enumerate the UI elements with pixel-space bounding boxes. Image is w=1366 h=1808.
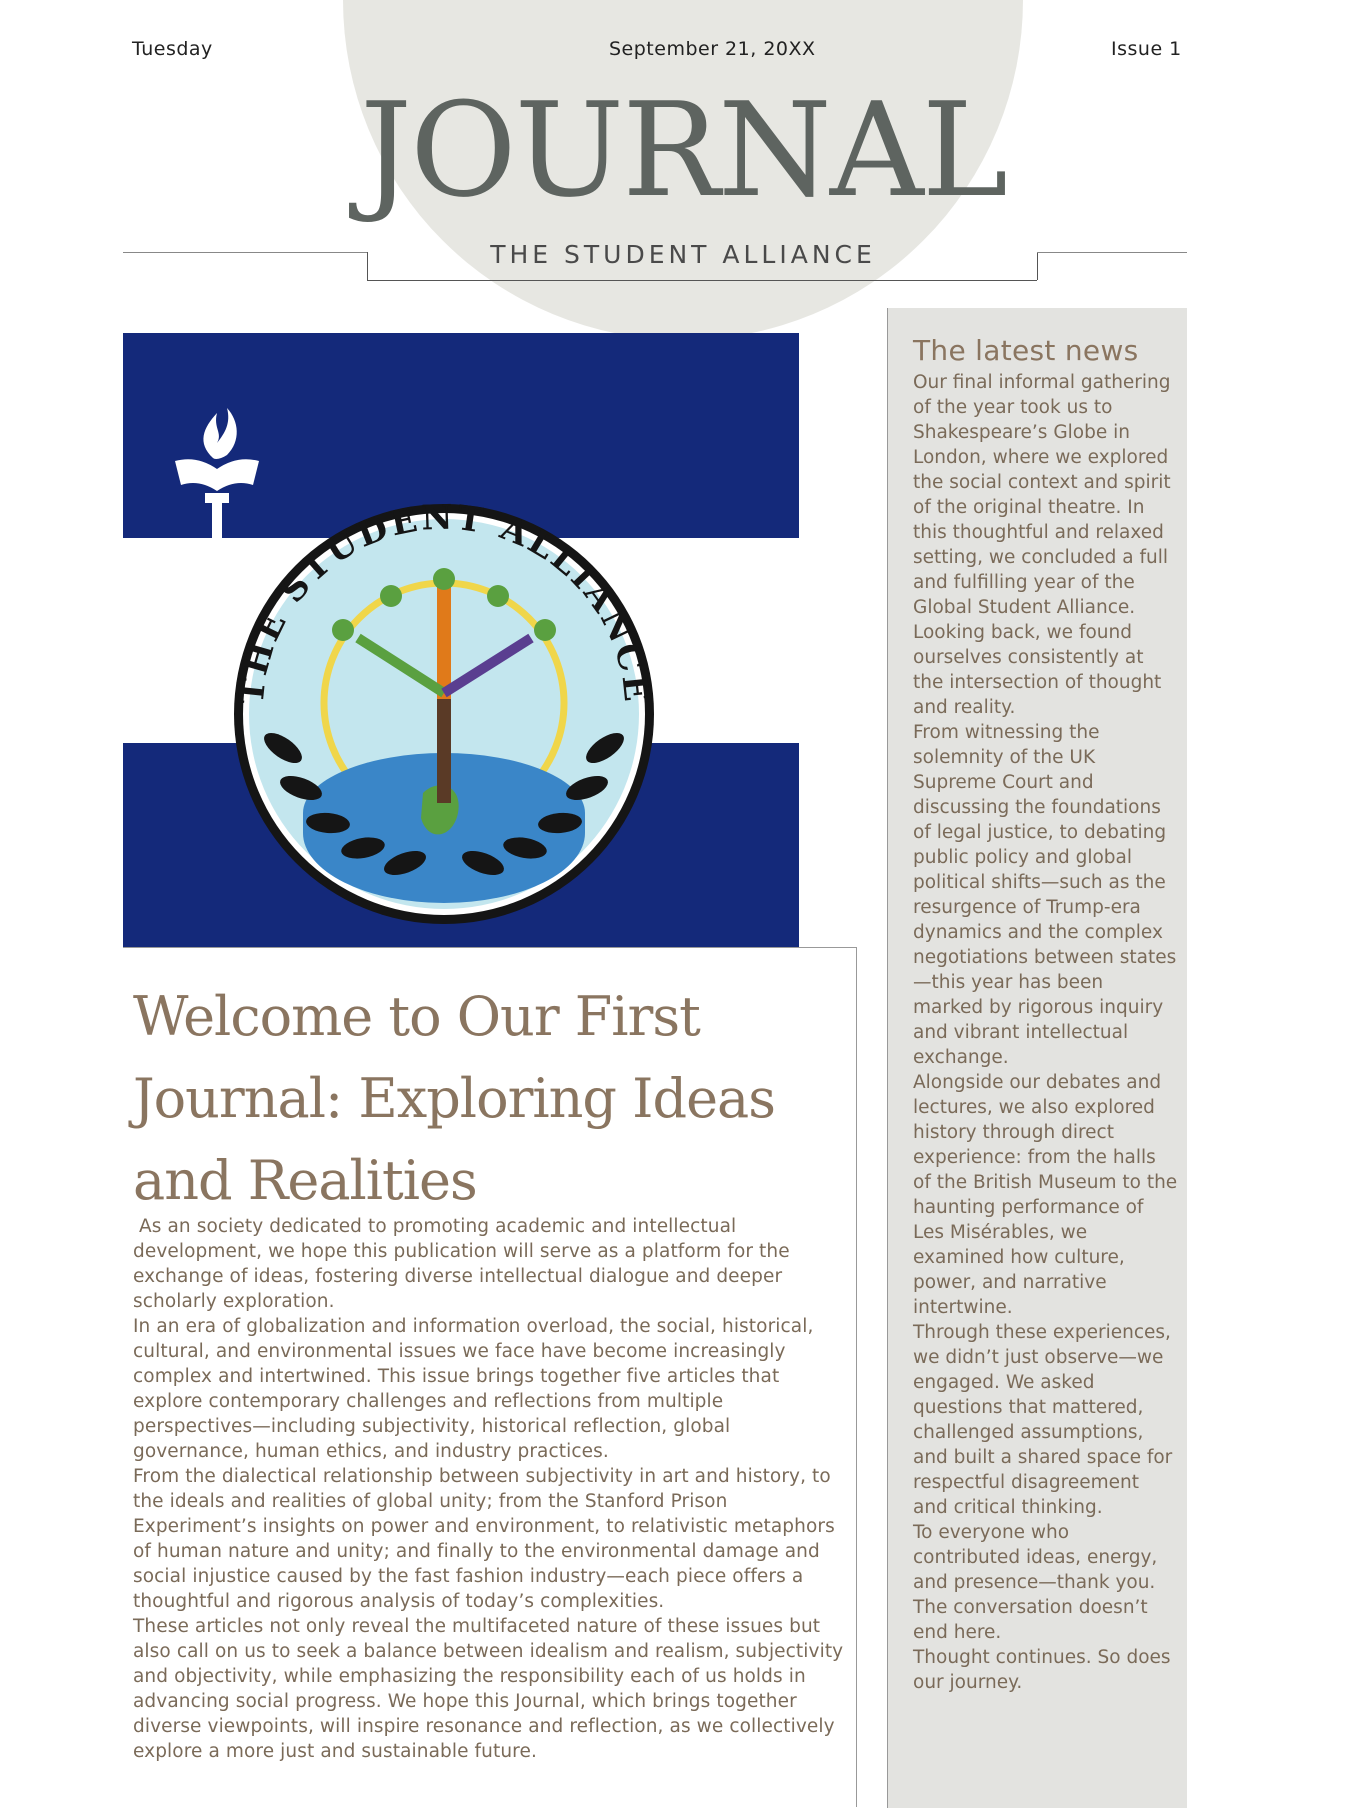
masthead-rule-left [123,252,367,253]
sidebar-paragraph: Alongside our debates and lectures, we also explored history through direct experience: from the halls of the British Museum to the haunting performance of Les Misérables, we examined how culture, power, and narrative intertwine. [913,1072,1178,1318]
article-paragraph: In an era of globalization and information overload, the social, historical, cultural, and environmental issues we face have become increasingly complex and intertwined. This issue brings together five articles that explore contemporary challenges and reflections from multiple perspectives—including subjectivity, historical reflection, global governance, human ethics, and industry practices. [133,1316,814,1462]
article-headline: Welcome to Our First Journal: Exploring Ideas and Realities [133,985,775,1212]
sidebar-paragraph: Looking back, we found ourselves consistently at the intersection of thought and reality. [913,622,1162,718]
main-article [123,947,857,1807]
masthead-subtitle: THE STUDENT ALLIANCE [490,240,876,269]
issue-day: Tuesday [132,38,213,60]
article-paragraph: From the dialectical relationship between subjectivity in art and history, to the ideals and realities of global unity; from the Stanford Prison Experiment’s insights on power and environment, to relativistic metaphors of human nature and unity; and finally to the environmental damage and social injustice caused by the fast fashion industry—each piece offers a thoughtful and rigorous analysis of today’s complexities. [133,1466,835,1612]
latest-news-sidebar [887,308,1187,1808]
issue-number: Issue 1 [1111,38,1182,60]
alliance-emblem [232,498,657,924]
emblem-arc-text: THE STUDENT ALLIANCE [231,497,657,707]
article-paragraph: As an society dedicated to promoting academic and intellectual development, we hope this publication will serve as a platform for the exchange of ideas, fostering diverse intellectual dialogue and deeper scholarly exploration. [133,1216,796,1312]
student-alliance-flag-image [123,333,799,947]
sidebar-paragraph: To everyone who contributed ideas, energy, and presence—thank you. The conversation doesn’t end here. [913,1522,1158,1643]
article-body [133,1214,848,1764]
issue-date: September 21, 20XX [609,38,816,60]
masthead-rule-bottom [367,280,1037,281]
article-paragraph: These articles not only reveal the multifaceted nature of these issues but also call on us to seek a balance between idealism and realism, subjectivity and objectivity, while emphasizing the responsibility each of us holds in advancing social progress. We hope this Journal, which brings together diverse viewpoints, will inspire resonance and reflection, as we collectively explore a more just and sustainable future. [133,1616,844,1762]
masthead-rule-right-drop [1037,252,1038,280]
sidebar-title: The latest news [913,334,1139,367]
sidebar-paragraph: Thought continues. So does our journey. [913,1647,1171,1693]
masthead-title: JOURNAL [359,74,1007,226]
sidebar-paragraph: From witnessing the solemnity of the UK Supreme Court and discussing the foundations of legal justice, to debating public policy and global political shifts—such as the resurgence of Trump-era dynamics and the complex negotiations between states—this year has been marked by rigorous inquiry and vibrant intellectual exchange. [913,722,1177,1068]
sidebar-paragraph: Through these experiences, we didn’t just observe—we engaged. We asked questions that mattered, challenged assumptions, and built a shared space for respectful disagreement and critical thinking. [913,1322,1173,1518]
sidebar-paragraph: Our final informal gathering of the year took us to Shakespeare’s Globe in London, where we explored the social context and spirit of the original theatre. In this thoughtful and relaxed setting, we concluded a full and fulfilling year of the Global Student Alliance. [913,372,1171,618]
masthead-rule-right [1037,252,1187,253]
sidebar-body [913,370,1178,1695]
